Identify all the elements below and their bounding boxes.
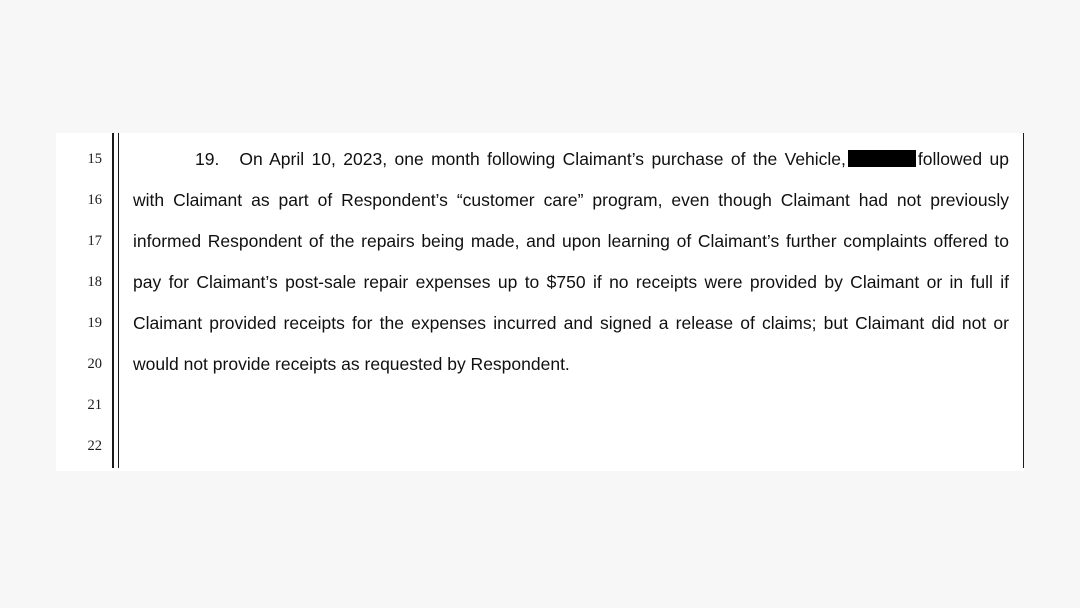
line-number: 16	[87, 192, 102, 208]
redaction-bar	[848, 150, 916, 167]
line-number: 17	[87, 233, 102, 249]
right-margin-rule	[1023, 133, 1024, 468]
paragraph-number: 19.	[195, 149, 220, 169]
line-number: 21	[87, 397, 102, 413]
line-number: 20	[87, 356, 102, 372]
paragraph-text-part-2: followed up with Claimant as part of Respondent’s “customer care” program, even though Claimant had not previously informed Respondent of the repairs being made, and upon learning of Claimant’s further complaints offered to pay for Claimant’s post-sale repair expenses up to $750 if no receipts were provided by Claimant or in full if Claimant provided receipts for the expenses incurred and signed a release of claims; but Claimant did not or would not provide receipts as requested by Respondent.	[133, 149, 1009, 374]
line-number: 18	[87, 274, 102, 290]
line-number-gutter	[56, 139, 112, 471]
line-number: 22	[87, 438, 102, 454]
paragraph-19	[133, 139, 1009, 385]
body-text-column	[119, 139, 1023, 471]
left-margin-rule-outer	[112, 133, 114, 468]
line-number: 19	[87, 315, 102, 331]
line-number: 15	[87, 151, 102, 167]
paragraph-text-part-1: On April 10, 2023, one month following Claimant’s purchase of the Vehicle,	[239, 149, 846, 169]
pleading-body	[56, 133, 1024, 471]
document-page	[56, 133, 1024, 471]
